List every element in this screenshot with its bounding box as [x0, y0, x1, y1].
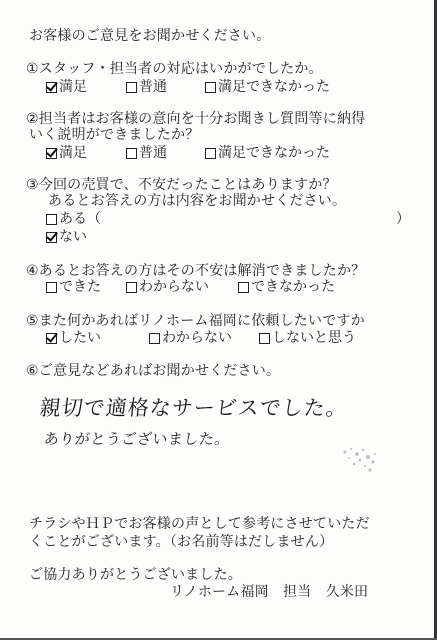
option-label: できなかった [251, 279, 335, 295]
checkbox-checked[interactable] [46, 148, 57, 159]
q5-option-yes[interactable] [46, 329, 149, 347]
q3-option-no[interactable] [46, 228, 87, 246]
q4-option-unresolved[interactable] [238, 278, 335, 296]
option-label: 普通 [139, 79, 167, 95]
notice-line-1: チラシやＨＰでお客様の声として参考にさせていただ [29, 516, 370, 532]
option-label: わからない [162, 330, 232, 346]
option-label: しないと思う [272, 330, 356, 346]
question-2-line-1: ②担当者はお客様の意向を十分お聞きし質問等に納得 [26, 111, 366, 127]
question-3-line-1: ③今回の売買で、不安だったことはありますか？ [26, 177, 337, 193]
option-label: ない [59, 229, 87, 245]
question-2-options [46, 144, 330, 162]
checkbox[interactable] [238, 282, 249, 293]
option-label: わからない [139, 279, 209, 295]
question-4: ④あるとお答えの方はその不安は解消できましたか？ [26, 263, 366, 279]
q1-option-unsatisfied[interactable] [205, 78, 330, 96]
checkbox[interactable] [126, 148, 137, 159]
question-5: ⑤また何かあればリノホーム福岡に依頼したいですか [26, 313, 365, 329]
question-2-line-2: いく説明ができましたか？ [29, 127, 200, 143]
q5-option-unknown[interactable] [149, 329, 259, 347]
option-label: 普通 [139, 145, 167, 161]
option-label: ある（ [59, 211, 101, 227]
question-1: ①スタッフ・担当者の対応はいかがでしたか。 [26, 61, 323, 77]
option-label: できた [59, 279, 101, 295]
option-label: 満足 [59, 79, 87, 95]
checkbox[interactable] [126, 282, 137, 293]
q1-option-satisfied[interactable] [46, 78, 126, 96]
q4-option-unknown[interactable] [126, 278, 238, 296]
thanks-text: ご協力ありがとうございました。 [29, 567, 242, 583]
option-label: 満足できなかった [218, 79, 330, 95]
q1-option-normal[interactable] [126, 78, 205, 96]
checkbox[interactable] [149, 333, 160, 344]
option-label: したい [59, 330, 101, 346]
checkbox-checked[interactable] [46, 82, 57, 93]
checkbox[interactable] [46, 282, 57, 293]
checkbox[interactable] [205, 148, 216, 159]
option-label: 満足 [59, 145, 87, 161]
question-4-options [46, 278, 335, 296]
q2-option-unsatisfied[interactable] [205, 144, 330, 162]
checkbox[interactable] [205, 82, 216, 93]
handwritten-comment-line-2: ありがとうございました。 [43, 430, 231, 448]
handwritten-comment-line-1: 親切で適格なサービスでした。 [38, 396, 350, 420]
question-3-line-2: あるとお答えの方は内容をお聞かせください。 [48, 193, 347, 209]
intro-text: お客様のご意見をお聞かせください。 [29, 28, 271, 44]
checkbox[interactable] [259, 333, 270, 344]
q3-paren-close: ） [396, 211, 411, 227]
q2-option-satisfied[interactable] [46, 144, 126, 162]
ink-smudge [335, 440, 385, 480]
checkbox[interactable] [126, 82, 137, 93]
question-1-options [46, 78, 330, 96]
q3-option-yes[interactable] [46, 210, 101, 228]
q4-option-resolved[interactable] [46, 278, 126, 296]
notice-line-2: くことがございます。（お名前等はだしません） [29, 534, 334, 550]
staff-signature: リノホーム福岡 担当 久米田 [170, 584, 369, 600]
question-5-options [46, 329, 356, 347]
checkbox-checked[interactable] [46, 333, 57, 344]
option-label: 満足できなかった [218, 145, 330, 161]
q2-option-normal[interactable] [126, 144, 205, 162]
question-6: ⑥ご意見などあればお聞かせください。 [26, 363, 281, 379]
checkbox-checked[interactable] [46, 232, 57, 243]
q5-option-no[interactable] [259, 329, 356, 347]
checkbox[interactable] [46, 214, 57, 225]
